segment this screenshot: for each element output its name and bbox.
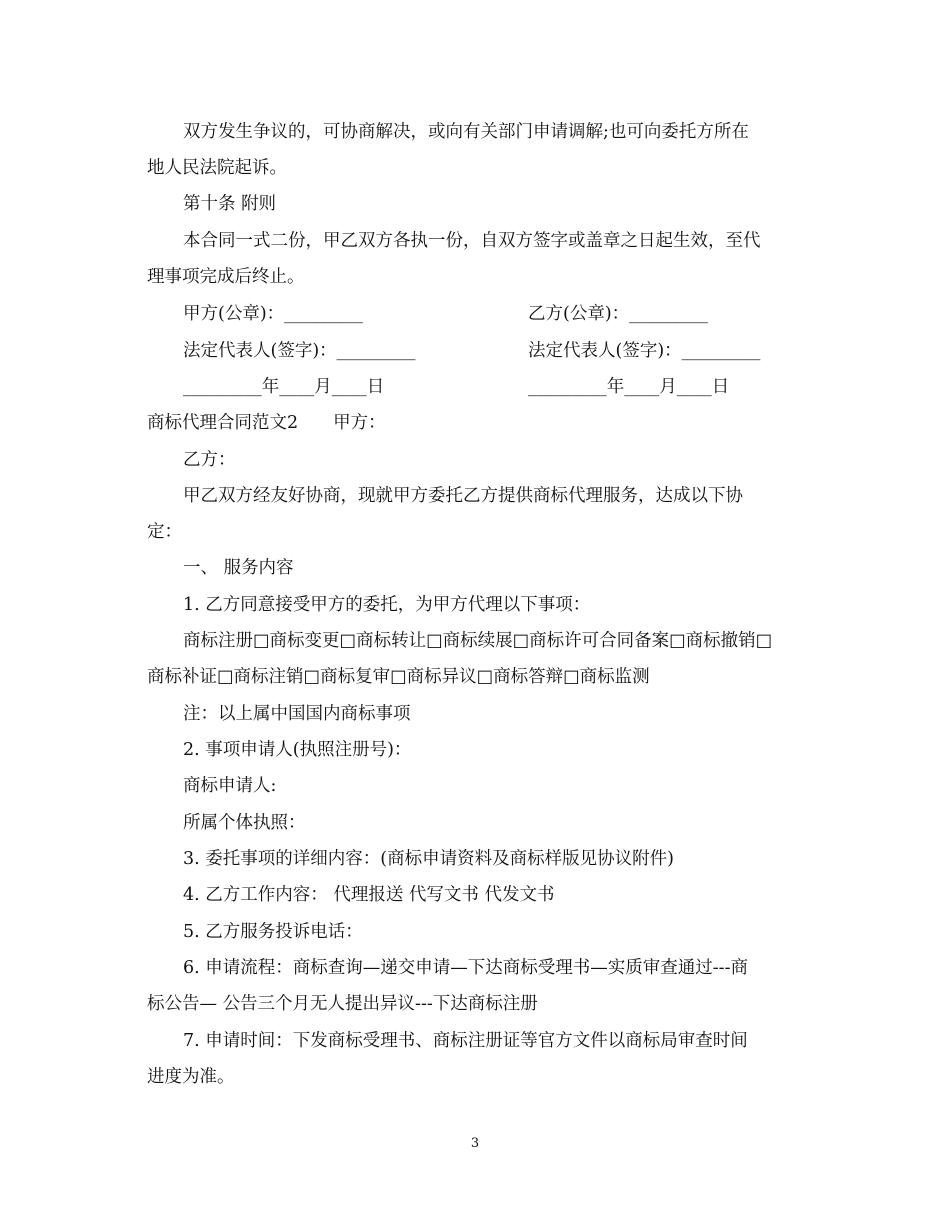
party-b-seal-field: 乙方(公章)：_________ <box>528 304 708 324</box>
item-7: 7. 申请时间：下发商标受理书、商标注册证等官方文件以商标局审查时间 <box>183 1031 748 1051</box>
item-4: 4. 乙方工作内容： 代理报送 代写文书 代发文书 <box>183 885 555 905</box>
services-checklist-line-2: 商标补证□商标注销□商标复审□商标异议□商标答辩□商标监测 <box>147 667 650 687</box>
party-a-representative-field: 法定代表人(签字)：_________ <box>183 341 416 361</box>
paragraph-agreement-cont: 定： <box>147 522 182 542</box>
item-1: 1. 乙方同意接受甲方的委托，为甲方代理以下事项： <box>183 595 591 615</box>
item-6: 6. 申请流程：商标查询—递交申请—下达商标受理书—实质审查通过---商 <box>183 958 748 978</box>
page-number: 3 <box>470 1136 480 1151</box>
paragraph-agreement: 甲乙双方经友好协商，现就甲方委托乙方提供商标代理服务，达成以下协 <box>183 486 743 506</box>
item-2: 2. 事项申请人(执照注册号)： <box>183 740 412 760</box>
sample-2-title: 商标代理合同范文2 甲方： <box>147 413 386 433</box>
note: 注：以上属中国国内商标事项 <box>183 704 411 724</box>
paragraph-dispute-cont: 地人民法院起诉。 <box>147 158 287 178</box>
paragraph-effect-cont: 理事项完成后终止。 <box>147 267 305 287</box>
item-7-cont: 进度为准。 <box>147 1067 235 1087</box>
party-b-representative-field: 法定代表人(签字)：_________ <box>528 341 761 361</box>
item-6-cont: 标公告— 公告三个月无人提出异议---下达商标注册 <box>147 994 538 1014</box>
services-checklist-line-1: 商标注册□商标变更□商标转让□商标续展□商标许可合同备案□商标撤销□ <box>183 631 773 651</box>
party-b-date-field: _________年____月____日 <box>528 377 730 397</box>
item-5: 5. 乙方服务投诉电话： <box>183 922 363 942</box>
section-1-heading: 一、 服务内容 <box>183 558 294 578</box>
party-b-label: 乙方： <box>183 450 236 470</box>
item-3: 3. 委托事项的详细内容：(商标申请资料及商标样版见协议附件) <box>183 849 674 869</box>
party-a-seal-field: 甲方(公章)：_________ <box>183 304 363 324</box>
applicant-field: 商标申请人: <box>183 776 277 796</box>
paragraph-effect: 本合同一式二份，甲乙双方各执一份，自双方签字或盖章之日起生效，至代 <box>183 231 761 251</box>
article-10-heading: 第十条 附则 <box>183 194 277 214</box>
paragraph-dispute: 双方发生争议的，可协商解决，或向有关部门申请调解;也可向委托方所在 <box>183 122 749 142</box>
license-field: 所属个体执照： <box>183 813 306 833</box>
party-a-date-field: _________年____月____日 <box>183 377 385 397</box>
